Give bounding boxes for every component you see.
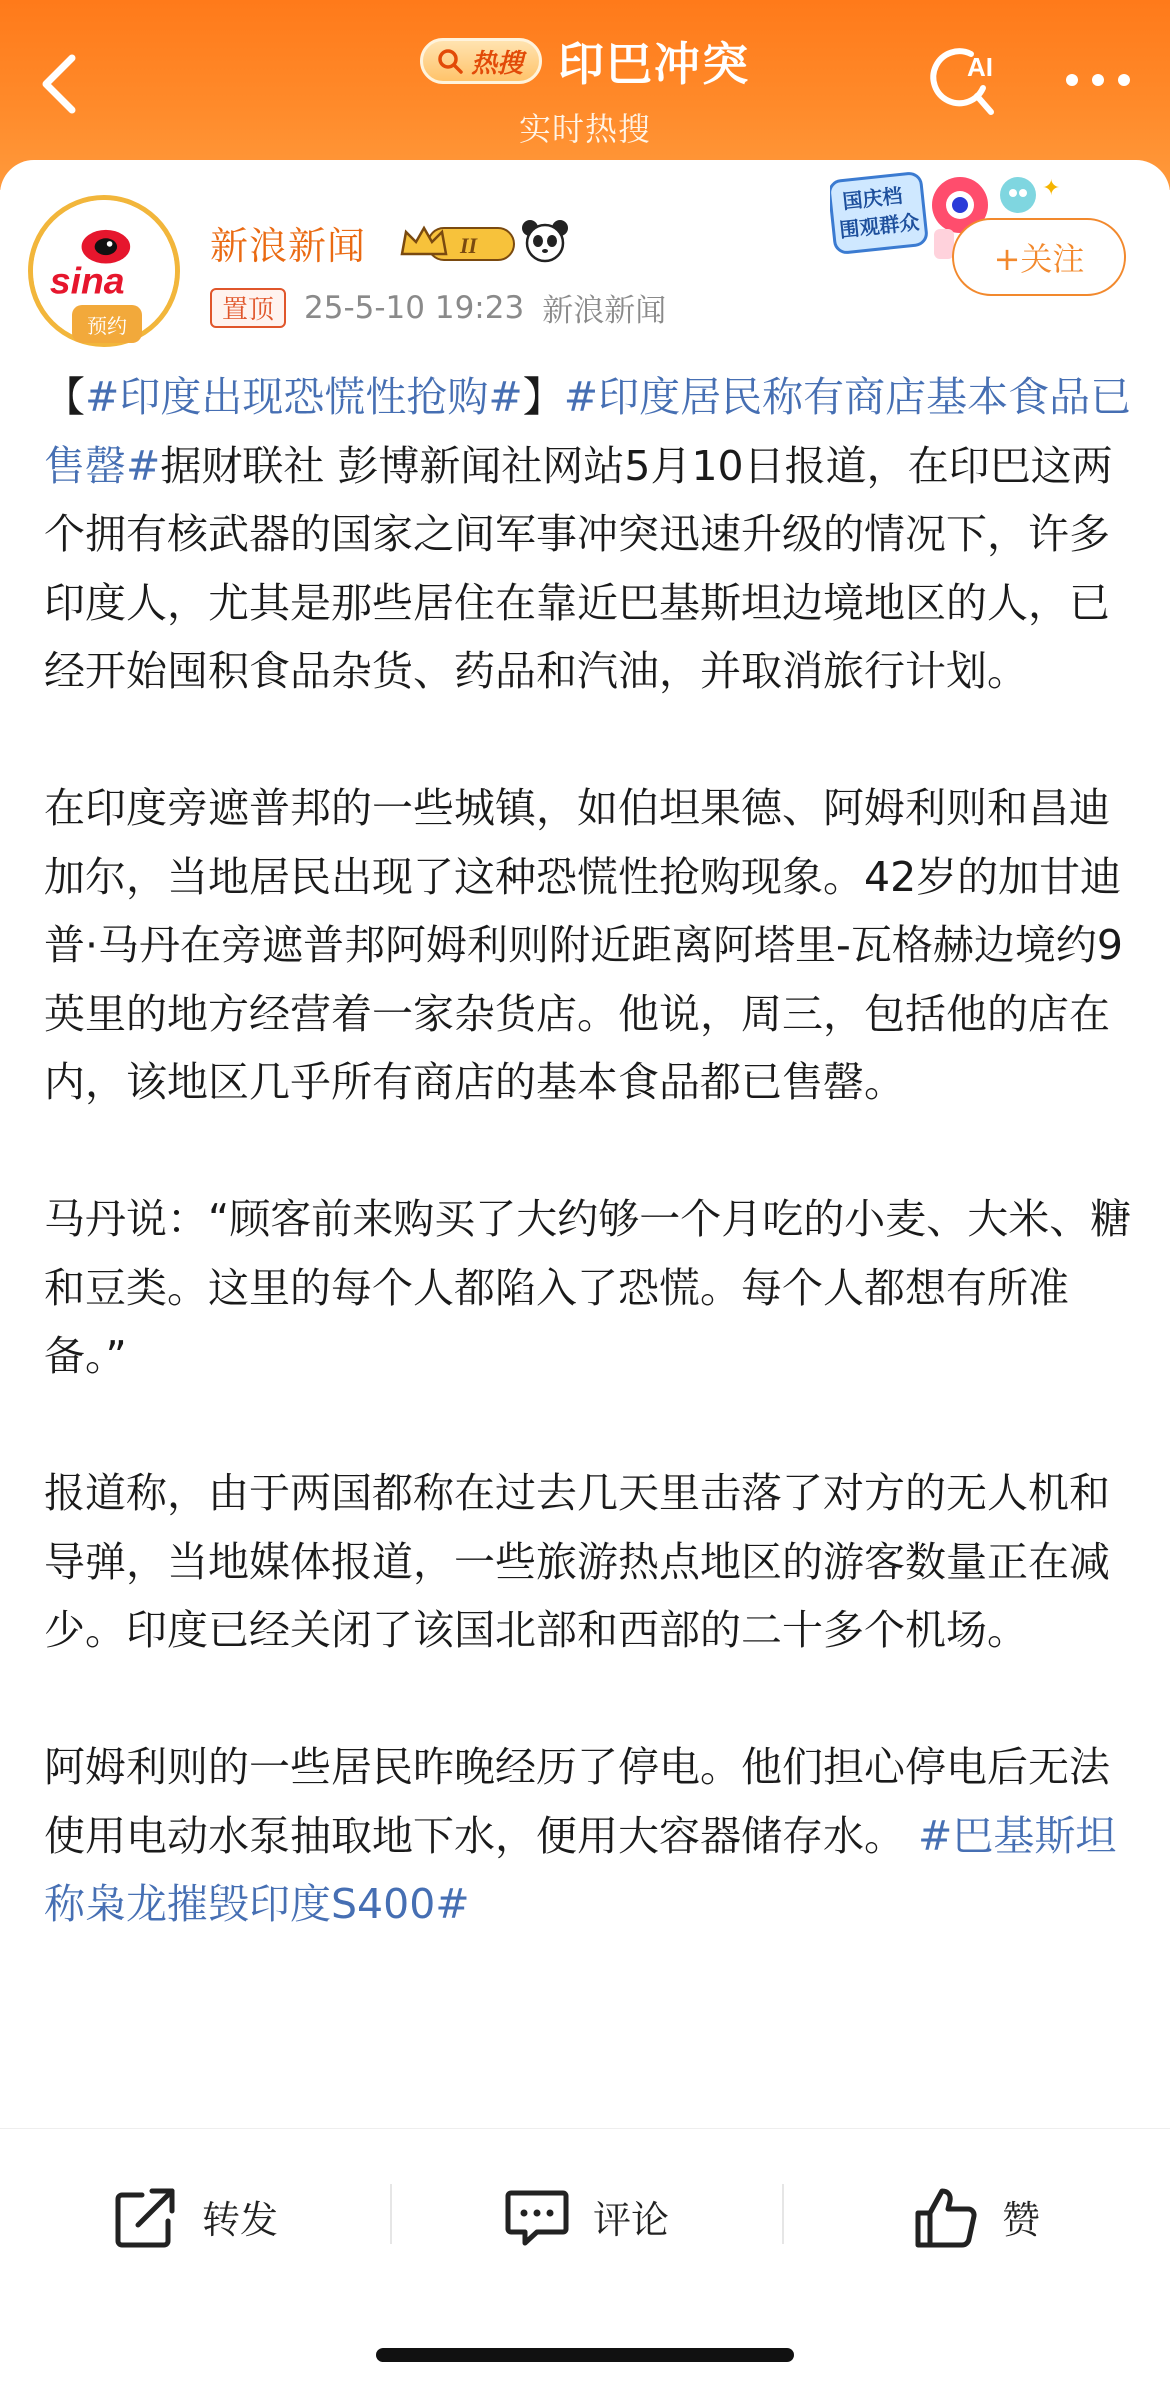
vip-level: II <box>460 233 478 258</box>
more-dots-icon <box>1058 60 1138 100</box>
bracket-close: 】 <box>522 373 564 421</box>
repost-button[interactable] <box>0 2129 390 2304</box>
ai-search-icon <box>925 40 1005 120</box>
paragraph-2: 在印度旁遮普邦的一些城镇，如伯坦果德、阿姆利则和昌迪加尔，当地居民出现了这种恐慌性抢购现象。42岁的加甘迪普·马丹在旁遮普邦阿姆利则附近距离阿塔里-瓦格赫边境约9英里的地方经营着一家杂货店。他说，周三，包括他的店在内，该地区几乎所有商店的基本食品都已售罄。 <box>44 784 1123 1106</box>
avatar-tag: 预约 <box>72 305 142 343</box>
panda-icon <box>520 216 570 266</box>
svg-text:✦: ✦ <box>1042 176 1061 201</box>
pinned-tag: 置顶 <box>210 288 286 328</box>
avatar-logo-text: sina <box>49 259 125 302</box>
repost-icon <box>112 2183 180 2251</box>
post-content <box>44 363 1134 2128</box>
follow-button[interactable]: +关注 <box>952 218 1126 296</box>
bottom-action-bar <box>0 2128 1170 2303</box>
bracket-open: 【 <box>44 373 85 421</box>
hashtag-link-3[interactable]: #巴基斯坦称枭龙摧毁印度S400# <box>44 1811 1117 1928</box>
promo-text-2: 围观群众 <box>838 209 921 243</box>
paragraph-1 <box>44 363 1134 706</box>
comment-label: 评论 <box>592 2198 669 2242</box>
hashtag-link-2[interactable]: #印度居民称有商店基本食品已售罄# <box>44 373 1132 490</box>
post-source: 新浪新闻 <box>542 293 667 329</box>
paragraph-5 <box>44 1733 1134 1939</box>
vip-badge <box>398 222 516 264</box>
page-title: 印巴冲突 <box>558 37 750 91</box>
post-meta <box>210 285 666 330</box>
comment-button[interactable] <box>390 2129 782 2304</box>
thumbs-up-icon <box>912 2183 980 2251</box>
comment-icon <box>503 2183 571 2251</box>
more-options-button[interactable] <box>1058 60 1138 100</box>
page-subtitle: 实时热搜 <box>518 110 651 148</box>
crown-icon <box>398 222 516 264</box>
post-timestamp: 25-5-10 19:23 <box>304 289 525 326</box>
hot-search-badge[interactable] <box>420 38 542 84</box>
paragraph-1-text: 据财联社 彭博新闻社网站5月10日报道，在印巴这两个拥有核武器的国家之间军事冲突迅速升级的情况下，许多印度人，尤其是那些居住在靠近巴基斯坦边境地区的人，已经开始囤积食品杂货、药品和汽油，并取消旅行计划。 <box>44 441 1113 695</box>
search-icon <box>435 46 465 76</box>
home-indicator[interactable] <box>376 2348 794 2362</box>
hot-search-label: 热搜 <box>470 48 523 79</box>
ai-search-button[interactable] <box>925 40 1005 120</box>
hashtag-link-1[interactable]: #印度出现恐慌性抢购# <box>85 373 523 421</box>
paragraph-5-text: 阿姆利则的一些居民昨晚经历了停电。他们担心停电后无法使用电动水泵抽取地下水，便用大容器储存水。 <box>44 1743 1110 1860</box>
promo-text-1: 国庆档 <box>841 183 904 214</box>
paragraph-3: 马丹说：“顾客前来购买了大约够一个月吃的小麦、大米、糖和豆类。这里的每个人都陷入了恐慌。每个人都想有所准备。” <box>44 1195 1132 1380</box>
like-label: 赞 <box>1001 2198 1040 2242</box>
repost-label: 转发 <box>201 2198 278 2242</box>
paragraph-4: 报道称，由于两国都称在过去几天里击落了对方的无人机和导弹，当地媒体报道，一些旅游热点地区的游客数量正在减少。印度已经关闭了该国北部和西部的二十多个机场。 <box>44 1469 1110 1654</box>
like-button[interactable] <box>782 2129 1170 2304</box>
ai-label: AI <box>967 52 993 82</box>
author-name[interactable]: 新浪新闻 <box>210 224 367 268</box>
